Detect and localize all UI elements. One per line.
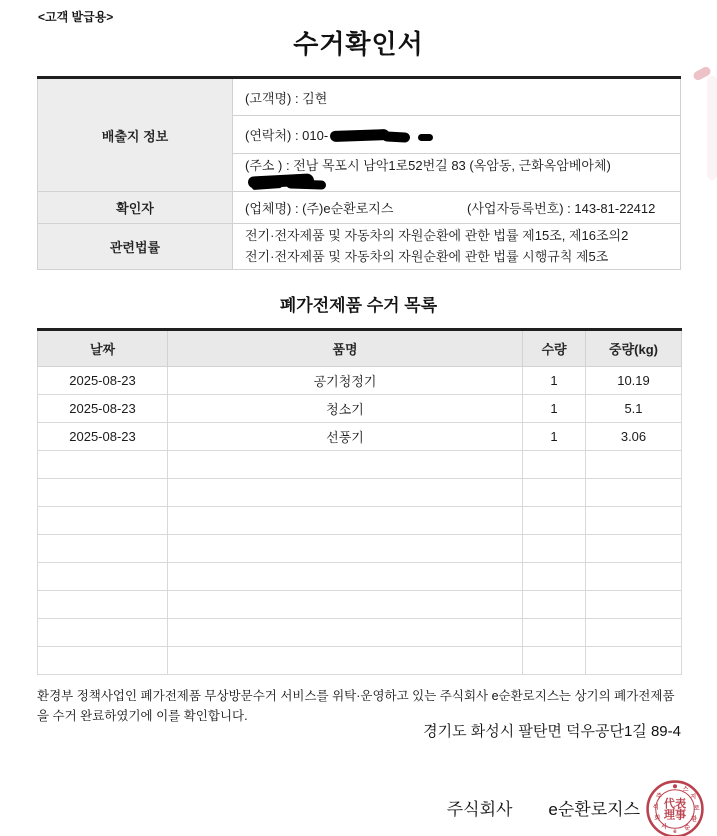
table-cell (523, 591, 586, 619)
seal-center-top: 代表 (663, 797, 687, 811)
table-cell (168, 591, 523, 619)
table-row (38, 192, 681, 224)
table-cell (523, 507, 586, 535)
collection-table-body (38, 367, 682, 675)
column-header-date: 날짜 (38, 330, 168, 367)
table-row (38, 423, 682, 451)
table-cell (38, 647, 168, 675)
table-cell: 청소기 (168, 395, 523, 423)
contact-prefix: (연락처) : 010- (245, 127, 329, 143)
svg-text:사: 사 (661, 824, 668, 831)
table-row (38, 451, 682, 479)
svg-text:주: 주 (656, 793, 662, 800)
table-cell: 5.1 (586, 395, 682, 423)
table-row (38, 647, 682, 675)
laws-cell (233, 224, 681, 270)
faint-seal-streak (707, 76, 717, 180)
table-row (38, 619, 682, 647)
company-name: e순환로지스 (548, 800, 640, 819)
svg-text:회: 회 (654, 816, 661, 823)
table-cell (586, 563, 682, 591)
table-cell (586, 479, 682, 507)
table-cell (586, 619, 682, 647)
collection-list-title: 폐가전제품 수거 목록 (279, 296, 438, 315)
table-cell (523, 563, 586, 591)
contact-cell (233, 116, 681, 154)
svg-text:e: e (673, 829, 677, 835)
table-cell: 2025-08-23 (38, 395, 168, 423)
svg-text:스: 스 (682, 787, 689, 793)
column-header-item: 품명 (168, 330, 523, 367)
collection-table (37, 328, 682, 675)
confirmer-company: (업체명) : (주)e순환로지스 (245, 201, 394, 216)
seal-center-bottom: 理事 (663, 808, 687, 822)
table-cell (523, 619, 586, 647)
svg-text:지: 지 (690, 794, 697, 801)
table-cell: 공기청정기 (168, 367, 523, 395)
table-row (38, 479, 682, 507)
customer-name-cell: (고객명) : 김현 (233, 78, 681, 116)
table-cell (523, 479, 586, 507)
table-cell (38, 479, 168, 507)
law-line-2: 전기·전자제품 및 자동차의 자원순환에 관한 법률 시행규칙 제5조 (245, 248, 609, 264)
table-cell (586, 451, 682, 479)
table-header-row (38, 330, 682, 367)
table-row (38, 591, 682, 619)
confirmer-label: 확인자 (38, 192, 233, 224)
table-cell (523, 535, 586, 563)
table-cell: 1 (523, 367, 586, 395)
table-cell: 2025-08-23 (38, 423, 168, 451)
table-cell (168, 619, 523, 647)
column-header-qty: 수량 (523, 330, 586, 367)
table-cell (38, 535, 168, 563)
svg-text:식: 식 (652, 805, 659, 811)
table-cell (168, 479, 523, 507)
table-cell (586, 647, 682, 675)
address-text: (주소 ) : 전남 목포시 남악1로52번길 83 (옥암동, 근화옥암베아체) (245, 157, 611, 173)
table-cell: 10.19 (586, 367, 682, 395)
table-row (38, 563, 682, 591)
table-cell (586, 591, 682, 619)
table-cell (38, 451, 168, 479)
svg-text:순: 순 (684, 825, 691, 832)
table-cell (168, 451, 523, 479)
table-cell (38, 591, 168, 619)
corporate-seal-stamp (645, 779, 705, 836)
discharge-info-label: 배출지 정보 (38, 78, 233, 192)
table-cell (586, 507, 682, 535)
table-cell (168, 535, 523, 563)
table-row (38, 507, 682, 535)
table-cell (38, 563, 168, 591)
law-line-1: 전기·전자제품 및 자동차의 자원순환에 관한 법률 제15조, 제16조의2 (245, 228, 629, 244)
table-row (38, 78, 681, 116)
redacted-phone-scribble (330, 128, 434, 144)
table-cell: 선풍기 (168, 423, 523, 451)
table-row (38, 224, 681, 270)
table-cell (523, 647, 586, 675)
corner-label: <고객 발급용> (38, 10, 114, 24)
table-cell (168, 647, 523, 675)
svg-text:환: 환 (691, 817, 698, 823)
table-row (38, 367, 682, 395)
table-cell: 2025-08-23 (38, 367, 168, 395)
page-title: 수거확인서 (293, 29, 424, 59)
table-cell (168, 507, 523, 535)
business-number: (사업자등록번호) : 143-81-22412 (467, 201, 656, 216)
confirmer-cell (233, 192, 681, 224)
address-cell (233, 154, 681, 192)
table-cell (38, 619, 168, 647)
table-cell (586, 535, 682, 563)
table-cell: 3.06 (586, 423, 682, 451)
info-table (37, 76, 681, 270)
table-cell (38, 507, 168, 535)
laws-label: 관련법률 (38, 224, 233, 270)
company-signature-line (0, 795, 640, 820)
table-cell (168, 563, 523, 591)
table-cell: 1 (523, 395, 586, 423)
table-row (38, 395, 682, 423)
svg-text:로: 로 (693, 805, 700, 812)
company-type: 주식회사 (446, 800, 513, 819)
column-header-weight: 중량(kg) (586, 330, 682, 367)
confirmation-statement: 환경부 정책사업인 폐가전제품 무상방문수거 서비스를 위탁·운영하고 있는 주식회사 e순환로지스는 상기의 폐가전제품을 수거 완료하였기에 이를 확인합니다. (37, 689, 675, 723)
table-cell (523, 451, 586, 479)
table-row (38, 535, 682, 563)
redacted-address-scribble (248, 174, 328, 190)
table-cell: 1 (523, 423, 586, 451)
company-address: 경기도 화성시 팔탄면 덕우공단1길 89-4 (423, 723, 681, 740)
